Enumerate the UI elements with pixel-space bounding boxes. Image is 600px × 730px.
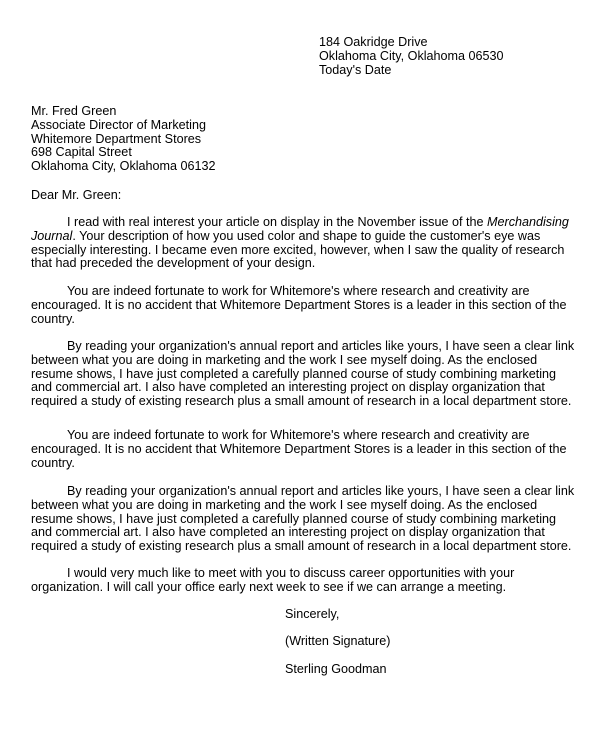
p1-text-after: . Your description of how you used color and shape to guide the customer's eye was especially interesting. I became even more excited, however, when I saw the quality of research that had preceded the development of your design. [31, 228, 565, 271]
recipient-company: Whitemore Department Stores [31, 131, 202, 146]
sender-city-state-zip: Oklahoma City, Oklahoma 06530 [319, 48, 504, 63]
recipient-street: 698 Capital Street [31, 145, 132, 160]
p3-text: By reading your organization's annual report and articles like yours, I have seen a clear link between what you are doing in marketing and the work I see myself doing. As the enclosed resume shows, I have just completed a carefully planned course of study combining marketing and commercial art. I also have completed an interesting project on display organization that required a study of existing research plus a small amount of research in a local department store. [31, 339, 575, 409]
p4-text: You are indeed fortunate to work for Whitemore's where research and creativity are encouraged. It is no accident that Whitemore Department Stores is a leader in this section of the country. [31, 428, 567, 470]
body-paragraph-5 [31, 485, 576, 554]
p6-text: I would very much like to meet with you to discuss career opportunities with your organization. I will call your office early next week to see if we can arrange a meeting. [31, 566, 515, 594]
p1-text-before: I read with real interest your article on display in the November issue of the [67, 215, 487, 229]
publication-title: Merchandising Journal [31, 215, 569, 243]
closing-name: Sterling Goodman [285, 662, 387, 676]
body-paragraph-2 [31, 285, 576, 326]
closing-sincerely: Sincerely, [285, 607, 340, 621]
recipient-name: Mr. Fred Green [31, 104, 117, 118]
sender-street: 184 Oakridge Drive [319, 35, 428, 49]
body-paragraph-6 [31, 567, 576, 595]
body-paragraph-4 [31, 429, 576, 470]
p2-text: You are indeed fortunate to work for Whitemore's where research and creativity are encouraged. It is no accident that Whitemore Department Stores is a leader in this section of the country. [31, 284, 567, 326]
body-paragraph-3 [31, 340, 576, 409]
closing-signature: (Written Signature) [285, 634, 391, 648]
recipient-address [31, 105, 216, 174]
sender-address [319, 36, 504, 77]
letter-date: Today's Date [319, 62, 392, 77]
salutation: Dear Mr. Green: [31, 188, 122, 202]
recipient-title: Associate Director of Marketing [31, 117, 206, 132]
recipient-city-state-zip: Oklahoma City, Oklahoma 06132 [31, 159, 216, 174]
p5-text: By reading your organization's annual report and articles like yours, I have seen a clear link between what you are doing in marketing and the work I see myself doing. As the enclosed resume shows, I have just completed a carefully planned course of study combining marketing and commercial art. I also have completed an interesting project on display organization that required a study of existing research plus a small amount of research in a local department store. [31, 484, 575, 554]
body-paragraph-1 [31, 216, 576, 271]
